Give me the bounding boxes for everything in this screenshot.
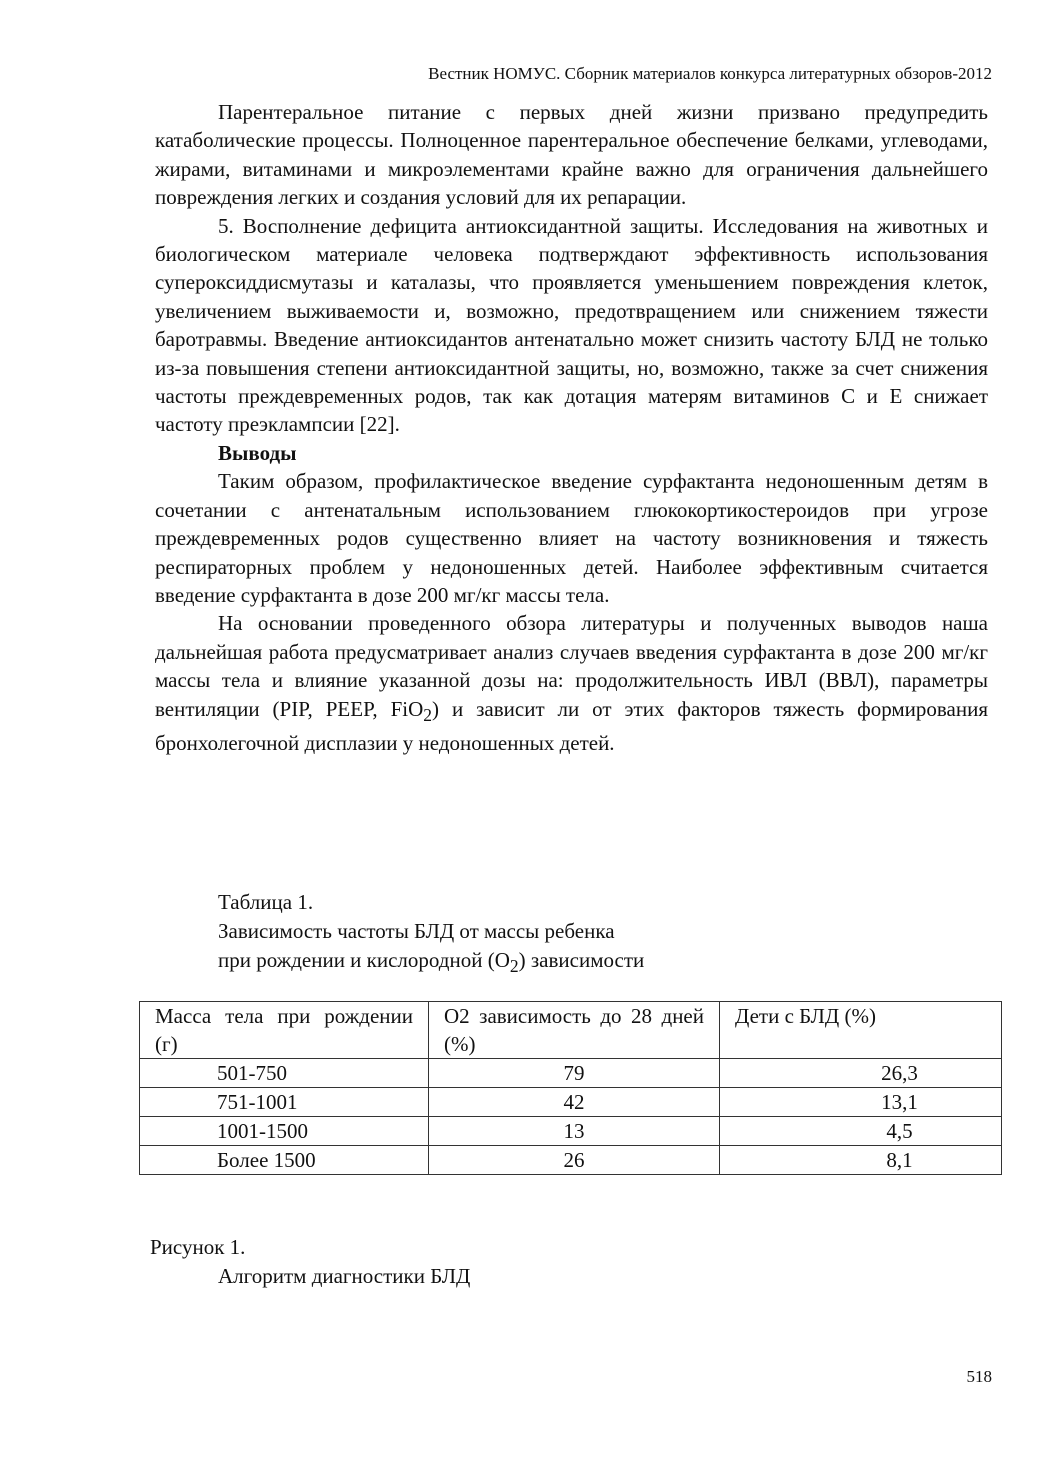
cell-bpd-children: 4,5: [720, 1117, 1002, 1146]
table-caption: [218, 888, 644, 981]
cell-bpd-children: 26,3: [720, 1059, 1002, 1088]
column-header-birth-weight: Масса тела при рождении (г): [140, 1002, 429, 1059]
table-row: [140, 1088, 1002, 1117]
paragraph-antioxidant-protection: 5. Восполнение дефицита антиоксидантной защиты. Исследования на животных и биологическом материале человека подтверждают эффективность использования супероксиддисмутазы и каталазы, что проявляется уменьшением повреждения клеток, увеличением выживаемости и, возможно, предотвращением или снижением тяжести баротравмы. Введение антиоксидантов антенатально может снизить частоту БЛД не только из-за повышения степени антиоксидантной защиты, но, возможно, также за счет снижения частоты преждевременных родов, так как дотация матерям витаминов С и Е снижает частоту преэклампсии [22].: [155, 213, 988, 437]
figure-label: Рисунок 1.: [150, 1235, 246, 1259]
o2-subscript: 2: [509, 956, 519, 977]
paragraph-future-work: [155, 609, 988, 757]
cell-birth-weight: Более 1500: [140, 1146, 429, 1175]
table-row: [140, 1117, 1002, 1146]
cell-bpd-children: 8,1: [720, 1146, 1002, 1175]
cell-birth-weight: 1001-1500: [140, 1117, 429, 1146]
section-heading-conclusions: Выводы: [218, 440, 297, 465]
cell-o2-dependence: 26: [429, 1146, 720, 1175]
fio2-subscript: 2: [423, 704, 433, 725]
article-body: [155, 98, 988, 758]
cell-bpd-children: 13,1: [720, 1088, 1002, 1117]
journal-header: Вестник НОМУС. Сборник материалов конкурса литературных обзоров-2012: [428, 64, 992, 83]
table-caption-title-cont: при рождении и кислородной $(О_2)$ зависимости: [218, 948, 645, 977]
table-row: [140, 1059, 1002, 1088]
future-work-text-end: ) и зависит ли от этих факторов тяжесть формирования бронхолегочной дисплазии у недоношенных детей.: [155, 696, 988, 756]
cell-birth-weight: 751-1001: [140, 1088, 429, 1117]
figure-title: Алгоритм диагностики БЛД: [218, 1264, 471, 1288]
paragraph-parenteral-nutrition: Парентеральное питание с первых дней жизни призвано предупредить катаболические процессы. Полноценное парентеральное обеспечение белками, углеводами, жирами, витаминами и микроэлементами крайне важно для ограничения дальнейшего повреждения легких и создания условий для их репарации.: [155, 100, 988, 210]
cell-birth-weight: 501-750: [140, 1059, 429, 1088]
table-caption-number: Таблица 1.: [218, 890, 314, 914]
bpd-frequency-table: [139, 1001, 1002, 1175]
column-header-bpd-children: Дети с БЛД (%): [720, 1002, 1002, 1059]
table-caption-title: Зависимость частоты БЛД от массы ребенка: [218, 919, 615, 943]
paragraph-conclusions: Таким образом, профилактическое введение сурфактанта недоношенным детям в сочетании с антенатальным использованием глюкокортикостероидов при угрозе преждевременных родов существенно влияет на частоту возникновения и тяжесть респираторных проблем у недоношенных детей. Наиболее эффективным считается введение сурфактанта в дозе 200 мг/кг массы тела.: [155, 469, 988, 607]
cell-o2-dependence: 42: [429, 1088, 720, 1117]
table-header-row: [140, 1002, 1002, 1059]
cell-o2-dependence: 79: [429, 1059, 720, 1088]
page-number: 518: [966, 1367, 992, 1386]
table-row: [140, 1146, 1002, 1175]
cell-o2-dependence: 13: [429, 1117, 720, 1146]
column-header-o2-dependence: О2 зависимость до 28 дней (%): [429, 1002, 720, 1059]
future-work-text: На основании проведенного обзора литературы и полученных выводов наша дальнейшая работа предусматривает анализ случаев введения сурфактанта в дозе 200 мг/кг массы тела и влияние указанной дозы на: продолжительность ИВЛ (ВВЛ), параметры вентиляции (PIP, PEEP, FiO: [155, 611, 988, 721]
